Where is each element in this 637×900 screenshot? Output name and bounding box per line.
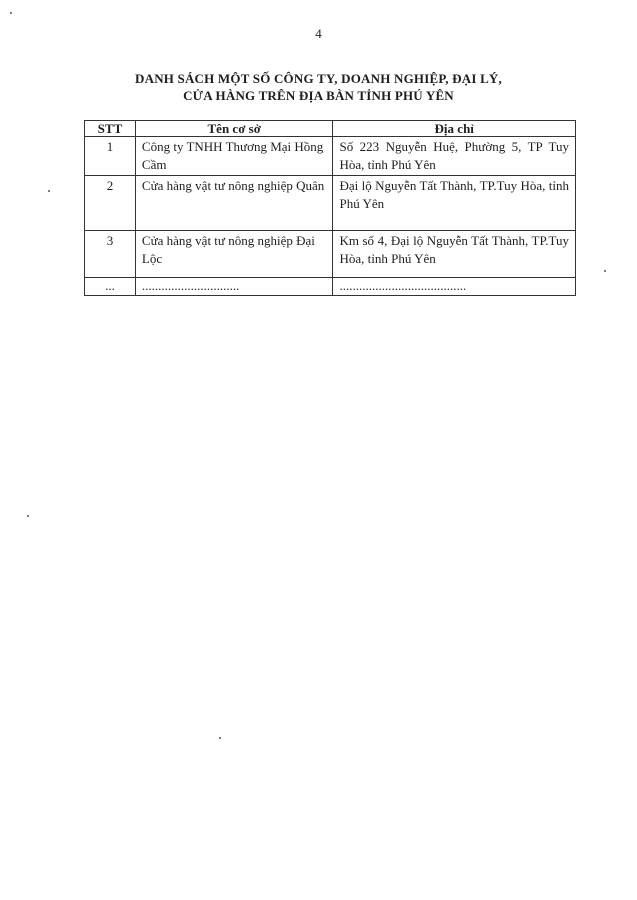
table-row — [85, 231, 576, 278]
header-stt: STT — [85, 121, 136, 137]
cell-stt: ... — [85, 278, 136, 296]
scan-speck — [10, 12, 12, 14]
cell-stt: 3 — [85, 231, 136, 278]
title-line-2: CỬA HÀNG TRÊN ĐỊA BÀN TỈNH PHÚ YÊN — [183, 88, 454, 103]
page-number: 4 — [315, 26, 322, 41]
header-name: Tên cơ sở — [135, 121, 333, 137]
cell-address: Đại lộ Nguyễn Tất Thành, TP.Tuy Hòa, tỉnh Phú Yên — [333, 176, 576, 231]
document-title — [0, 70, 637, 104]
cell-address: Km số 4, Đại lộ Nguyễn Tất Thành, TP.Tuy Hòa, tỉnh Phú Yên — [333, 231, 576, 278]
title-line-1: DANH SÁCH MỘT SỐ CÔNG TY, DOANH NGHIỆP, ĐẠI LÝ, — [135, 71, 502, 86]
cell-name: Công ty TNHH Thương Mại Hồng Cầm — [135, 137, 333, 176]
scan-speck — [219, 737, 221, 739]
cell-stt: 2 — [85, 176, 136, 231]
table-row — [85, 137, 576, 176]
cell-stt: 1 — [85, 137, 136, 176]
cell-name: Cửa hàng vật tư nông nghiệp Quân — [135, 176, 333, 231]
cell-name: Cửa hàng vật tư nông nghiệp Đại Lộc — [135, 231, 333, 278]
scan-speck — [604, 270, 606, 272]
scan-speck — [48, 190, 50, 192]
cell-address: Số 223 Nguyễn Huệ, Phường 5, TP Tuy Hòa, tỉnh Phú Yên — [333, 137, 576, 176]
table-row — [85, 176, 576, 231]
business-list-table — [84, 120, 576, 296]
scan-speck — [27, 515, 29, 517]
cell-name: .............................. — [135, 278, 333, 296]
cell-address: ....................................... — [333, 278, 576, 296]
header-address: Địa chỉ — [333, 121, 576, 137]
table-row — [85, 278, 576, 296]
table-header-row — [85, 121, 576, 137]
